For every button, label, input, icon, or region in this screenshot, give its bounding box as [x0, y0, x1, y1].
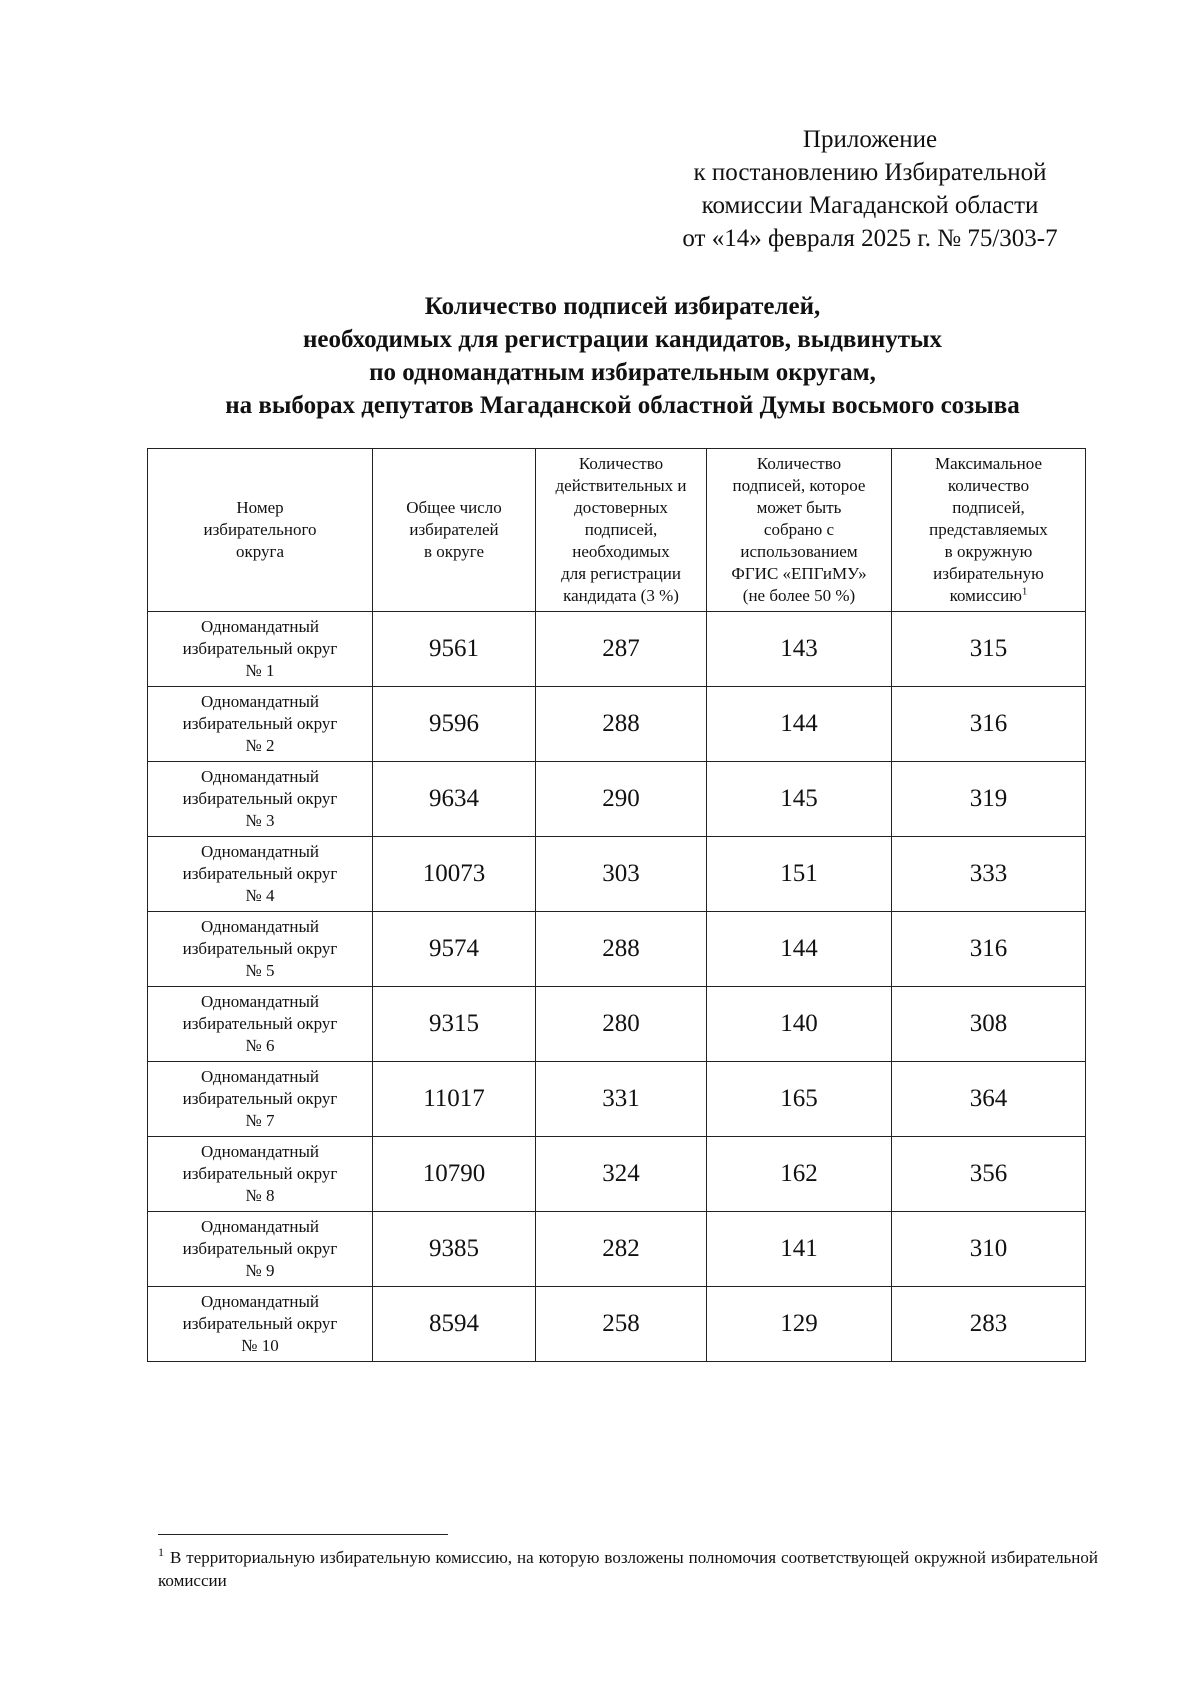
- cell-voters: 9574: [373, 912, 536, 987]
- cell-max: 333: [892, 837, 1086, 912]
- table-row: [148, 1287, 1086, 1362]
- district-name: [148, 687, 373, 762]
- table-row: [148, 912, 1086, 987]
- column-header-line: действительных и: [555, 476, 687, 495]
- cell-required: 258: [536, 1287, 707, 1362]
- district-name-line: Одномандатный: [200, 617, 320, 636]
- column-header-line: в окружную: [944, 542, 1033, 561]
- district-name-line: № 3: [245, 811, 275, 830]
- column-header-line: ФГИС «ЕПГиМУ»: [731, 564, 867, 583]
- column-header-line: может быть: [756, 498, 842, 517]
- district-name-line: избирательный округ: [182, 1314, 338, 1333]
- district-name-line: избирательный округ: [182, 1164, 338, 1183]
- cell-voters: 11017: [373, 1062, 536, 1137]
- district-name: [148, 1137, 373, 1212]
- column-header-line: представляемых: [929, 520, 1048, 539]
- column-header-line: в округе: [423, 542, 485, 561]
- cell-max: 315: [892, 612, 1086, 687]
- cell-required: 288: [536, 912, 707, 987]
- cell-epgu: 141: [707, 1212, 892, 1287]
- column-header: [148, 449, 373, 612]
- district-name: [148, 1287, 373, 1362]
- district-name-line: Одномандатный: [200, 692, 320, 711]
- table-row: [148, 612, 1086, 687]
- district-name: [148, 762, 373, 837]
- district-name-line: Одномандатный: [200, 842, 320, 861]
- table-row: [148, 1137, 1086, 1212]
- column-header-line: использованием: [740, 542, 858, 561]
- district-name-line: избирательный округ: [182, 639, 338, 658]
- title-line: Количество подписей избирателей,: [424, 293, 821, 320]
- column-header-line: Количество: [756, 454, 842, 473]
- column-header-line: комиссию: [949, 586, 1022, 605]
- district-name-line: избирательный округ: [182, 1014, 338, 1033]
- table-row: [148, 837, 1086, 912]
- cell-max: 356: [892, 1137, 1086, 1212]
- cell-required: 331: [536, 1062, 707, 1137]
- district-name: [148, 1212, 373, 1287]
- district-name-line: № 4: [245, 886, 275, 905]
- title-line: по одномандатным избирательным округам,: [369, 359, 876, 386]
- cell-epgu: 151: [707, 837, 892, 912]
- district-name-line: № 9: [245, 1261, 275, 1280]
- column-header: [373, 449, 536, 612]
- cell-required: 290: [536, 762, 707, 837]
- column-header: [536, 449, 707, 612]
- column-header-line: количество: [947, 476, 1030, 495]
- cell-required: 280: [536, 987, 707, 1062]
- district-name-line: избирательный округ: [182, 789, 338, 808]
- column-header-line: округа: [235, 542, 285, 561]
- appendix-line: Приложение: [802, 126, 938, 153]
- footnote-text: В территориальную избирательную комиссию, на которую возложены полномочия соответствующей окружной избирательной комиссии: [158, 1548, 1098, 1590]
- table-body: [148, 612, 1086, 1362]
- table-row: [148, 687, 1086, 762]
- column-header-line: собрано с: [763, 520, 835, 539]
- cell-voters: 10073: [373, 837, 536, 912]
- district-name-line: № 1: [245, 661, 275, 680]
- cell-required: 303: [536, 837, 707, 912]
- column-header-line: достоверных: [574, 498, 668, 517]
- cell-epgu: 145: [707, 762, 892, 837]
- cell-required: 282: [536, 1212, 707, 1287]
- district-name-line: № 2: [245, 736, 275, 755]
- cell-max: 316: [892, 687, 1086, 762]
- district-name: [148, 837, 373, 912]
- appendix-line: от «14» февраля 2025 г. № 75/303-7: [682, 225, 1058, 252]
- district-name: [148, 1062, 373, 1137]
- district-name-line: Одномандатный: [200, 1292, 320, 1311]
- cell-voters: 9634: [373, 762, 536, 837]
- district-name-line: Одномандатный: [200, 1217, 320, 1236]
- district-name: [148, 912, 373, 987]
- cell-epgu: 140: [707, 987, 892, 1062]
- district-name-line: избирательный округ: [182, 864, 338, 883]
- document-title: [120, 290, 1125, 422]
- footnote-mark: 1: [158, 1545, 164, 1560]
- district-name-line: Одномандатный: [200, 1067, 320, 1086]
- column-header: [892, 449, 1086, 612]
- cell-max: 316: [892, 912, 1086, 987]
- cell-voters: 9596: [373, 687, 536, 762]
- district-name-line: избирательный округ: [182, 714, 338, 733]
- title-line: на выборах депутатов Магаданской областной Думы восьмого созыва: [225, 392, 1020, 419]
- column-header-line: для регистрации: [561, 564, 681, 583]
- district-name: [148, 612, 373, 687]
- cell-required: 288: [536, 687, 707, 762]
- cell-required: 324: [536, 1137, 707, 1212]
- district-name-line: № 10: [241, 1336, 279, 1355]
- column-header-line: подписей,: [952, 498, 1025, 517]
- table-row: [148, 1062, 1086, 1137]
- table-row: [148, 987, 1086, 1062]
- district-name-line: Одномандатный: [200, 1142, 320, 1161]
- district-name: [148, 987, 373, 1062]
- table-row: [148, 1212, 1086, 1287]
- cell-voters: 9385: [373, 1212, 536, 1287]
- column-header-line: Максимальное: [934, 454, 1043, 473]
- cell-max: 310: [892, 1212, 1086, 1287]
- footnote-ref: 1: [1021, 585, 1028, 598]
- footnote: [158, 1546, 1098, 1592]
- district-name-line: избирательный округ: [182, 939, 338, 958]
- district-name-line: избирательный округ: [182, 1089, 338, 1108]
- district-name-line: Одномандатный: [200, 917, 320, 936]
- column-header-line: Количество: [578, 454, 664, 473]
- column-header-line: избирательную: [933, 564, 1044, 583]
- cell-voters: 9315: [373, 987, 536, 1062]
- table-header-row: [148, 449, 1086, 612]
- district-name-line: № 8: [245, 1186, 275, 1205]
- column-header-line: Общее число: [406, 498, 502, 517]
- footnote-divider: [158, 1534, 448, 1535]
- appendix-line: комиссии Магаданской области: [701, 192, 1039, 219]
- district-name-line: избирательный округ: [182, 1239, 338, 1258]
- cell-epgu: 162: [707, 1137, 892, 1212]
- cell-epgu: 165: [707, 1062, 892, 1137]
- district-name-line: Одномандатный: [200, 992, 320, 1011]
- district-name-line: № 5: [245, 961, 275, 980]
- cell-max: 283: [892, 1287, 1086, 1362]
- column-header-line: подписей, которое: [732, 476, 866, 495]
- column-header-line: избирательного: [203, 520, 317, 539]
- cell-max: 364: [892, 1062, 1086, 1137]
- cell-voters: 10790: [373, 1137, 536, 1212]
- cell-required: 287: [536, 612, 707, 687]
- signatures-table: [147, 448, 1086, 1362]
- column-header-line: необходимых: [572, 542, 670, 561]
- cell-max: 319: [892, 762, 1086, 837]
- title-line: необходимых для регистрации кандидатов, выдвинутых: [302, 326, 943, 353]
- appendix-line: к постановлению Избирательной: [693, 159, 1047, 186]
- table-row: [148, 762, 1086, 837]
- column-header-line: Номер: [236, 498, 284, 517]
- cell-epgu: 144: [707, 687, 892, 762]
- column-header-line: избирателей: [409, 520, 499, 539]
- column-header-line: кандидата (3 %): [563, 586, 679, 605]
- cell-voters: 8594: [373, 1287, 536, 1362]
- cell-epgu: 143: [707, 612, 892, 687]
- cell-max: 308: [892, 987, 1086, 1062]
- district-name-line: № 6: [245, 1036, 275, 1055]
- column-header: [707, 449, 892, 612]
- district-name-line: № 7: [245, 1111, 275, 1130]
- column-header-line: подписей,: [584, 520, 658, 539]
- appendix-block: [560, 123, 1180, 255]
- cell-epgu: 144: [707, 912, 892, 987]
- cell-voters: 9561: [373, 612, 536, 687]
- district-name-line: Одномандатный: [200, 767, 320, 786]
- column-header-line: (не более 50 %): [742, 586, 856, 605]
- cell-epgu: 129: [707, 1287, 892, 1362]
